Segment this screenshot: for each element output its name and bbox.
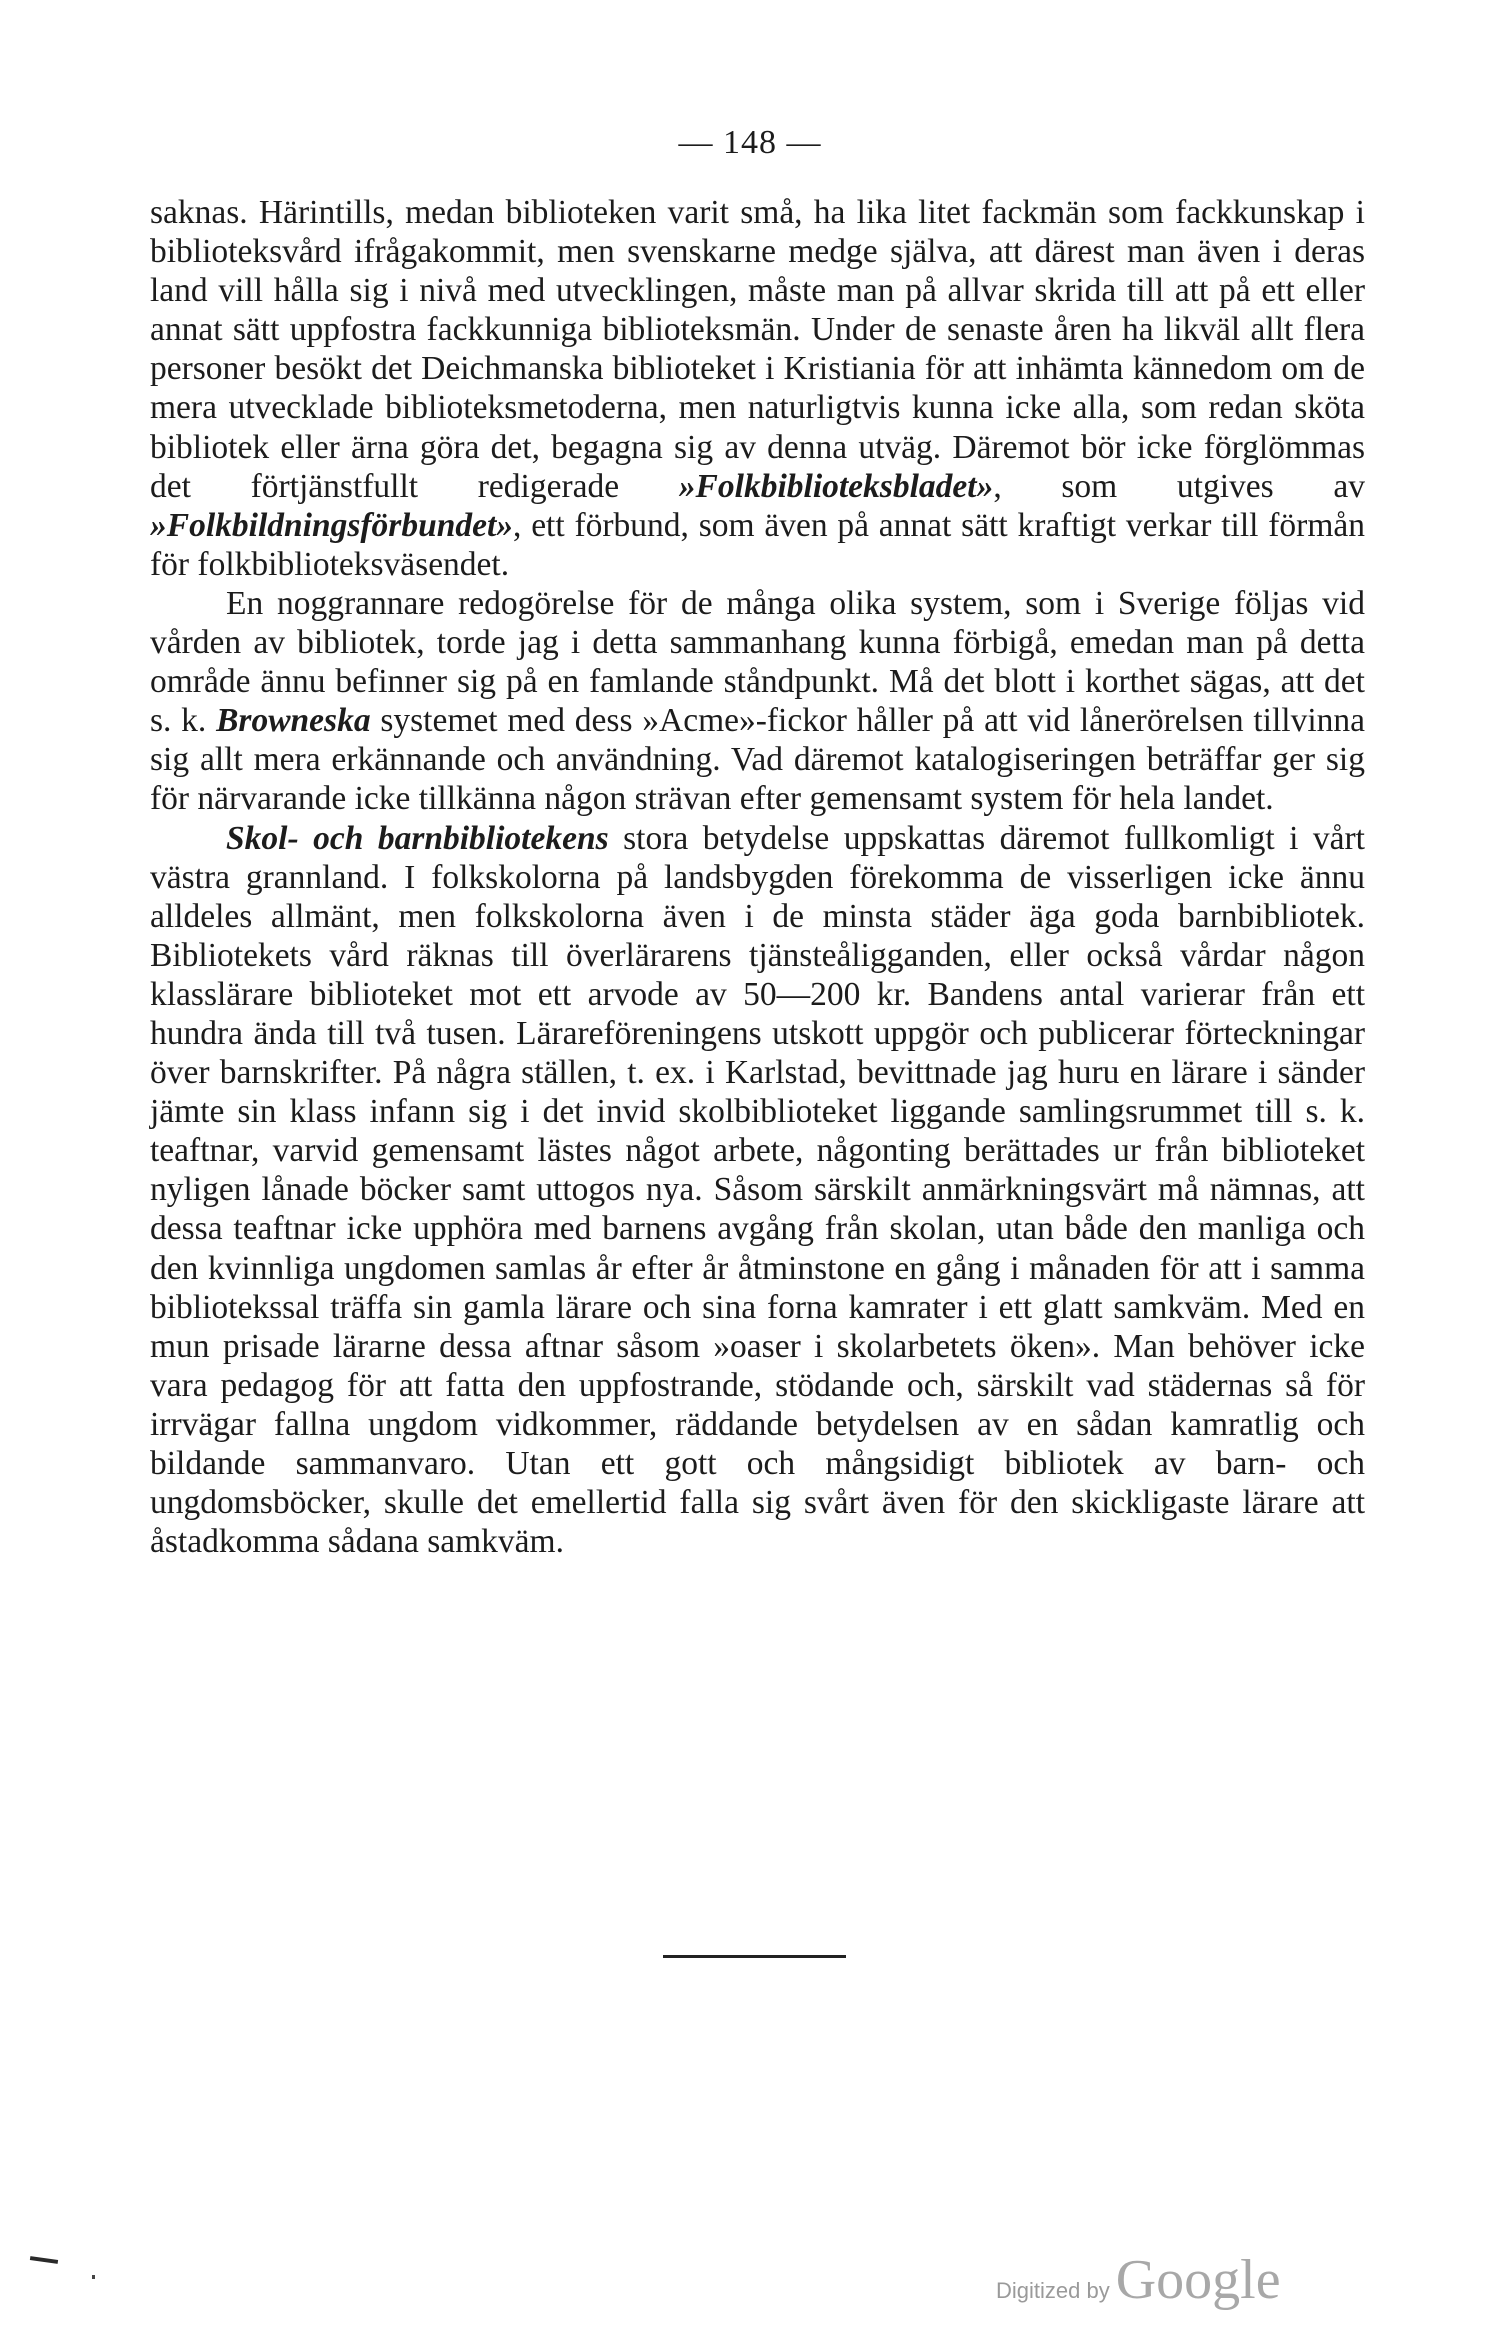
paragraph-2-text-a: En noggrannare redogörelse för de många olika system, som i Sverige följas vid vården av bibliotek, torde jag i detta sammanhang kunna förbigå, emedan man på detta område ännu befinner sig på en famlande ståndpunkt. Må det blott i korthet sägas, att det s. k. <box>150 584 1365 740</box>
paragraph-2-text-b: systemet med dess »Acme»-fickor håller på att vid lånerörelsen tillvinna sig allt mera erkännande och användning. Vad däremot katalogiseringen beträffar ger sig för närvarande icke tillkänna någon strävan efter gemensamt system för hela landet. <box>150 702 1365 818</box>
watermark-prefix: Digitized by <box>996 2278 1110 2303</box>
paragraph-3-text-a: stora betydelse uppskattas däremot fullkomligt i vårt västra grannland. I folkskolorna på landsbygden förekomma de visserligen icke ännu alldeles allmänt, men folkskolorna även i de minsta städer äga goda barnbibliotek. Bibliotekets vård räknas till överlärarens tjänsteåligganden, eller också vårdar någon klasslärare biblioteket mot ett arvode av 50—200 kr. Bandens antal varierar från ett hundra ända till två tusen. Lärareföreningens utskott uppgör och publicerar förteckningar över barnskrifter. På några ställen, t. ex. i Karlstad, bevittnade jag huru en lärare i sänder jämte sin klass infann sig i det invid skolbiblioteket liggande samlingsrummet till s. k. teaftnar, varvid gemensamt lästes något arbete, någonting berättades ur från biblioteket nyligen lånade böcker samt uttogos nya. Såsom särskilt anmärkningsvärt må nämnas, att dessa teaftnar icke upphöra med barnens avgång från skolan, utan både den manliga och den kvinnliga ungdomen samlas år efter år åtminstone en gång i månaden för att i samma bibliotekssal träffa sin gamla lärare och sina forna kamrater i ett glatt samkväm. Med en mun prisade lärarne dessa aftnar såsom »oaser i skolarbetets öken». Man behöver icke vara pedagog för att fatta den uppfostrande, stödande och, särskilt vad städernas så för irrvägar fallna ungdom vidkommer, räddande betydelsen av en sådan kamratlig och bildande sammanvaro. Utan ett gott och mångsidigt bibliotek av barn- och ungdomsböcker, skulle det emellertid falla sig svårt även för den skickligaste lärare att åstadkomma sådana samkväm. <box>150 819 1365 1561</box>
google-logo: Google <box>1115 2249 1281 2311</box>
paragraph-2 <box>150 584 1365 819</box>
paragraph-1-text-a: saknas. Härintills, medan biblioteken varit små, ha lika litet fackmän som fackkunskap i biblioteksvård ifrågakommit, men svenskarne medge själva, att därest man även i deras land vill hålla sig i nivå med utvecklingen, måste man på allvar skrida till att på ett eller annat sätt uppfostra fackkunniga biblioteksmän. Under de senaste åren ha likväl allt flera personer besökt det Deichmanska biblioteket i Kristiania för att inhämta kännedom om de mera utvecklade biblioteksmetoderna, men naturligtvis kunna icke alla, som redan sköta bibliotek eller ärna göra det, begagna sig av denna utväg. Däremot bör icke förglömmas det förtjänstfullt redigerade <box>150 194 1365 505</box>
section-rule <box>663 1955 846 1958</box>
paragraph-1-text-b: , som utgives av <box>993 467 1365 505</box>
page-number: — 148 — <box>678 124 822 161</box>
skolbibliotek-term: Skol- och barnbibliotekens <box>226 819 609 857</box>
folkbiblioteksbladet-title: »Folkbiblioteksbladet» <box>678 467 994 505</box>
paragraph-1 <box>150 193 1365 584</box>
browneska-term: Browneska <box>216 702 371 740</box>
scan-dot <box>92 2275 95 2279</box>
digitized-by-watermark <box>996 2248 1281 2311</box>
paragraph-3 <box>150 819 1365 1562</box>
scan-mark <box>30 2256 58 2264</box>
folkbildningsforbundet-name: »Folkbildningsförbundet» <box>150 506 514 544</box>
body-text <box>150 193 1365 1561</box>
paragraph-1-text-c: , ett förbund, som även på annat sätt kraftigt verkar till förmån för folkbiblioteksväsendet. <box>150 506 1365 583</box>
